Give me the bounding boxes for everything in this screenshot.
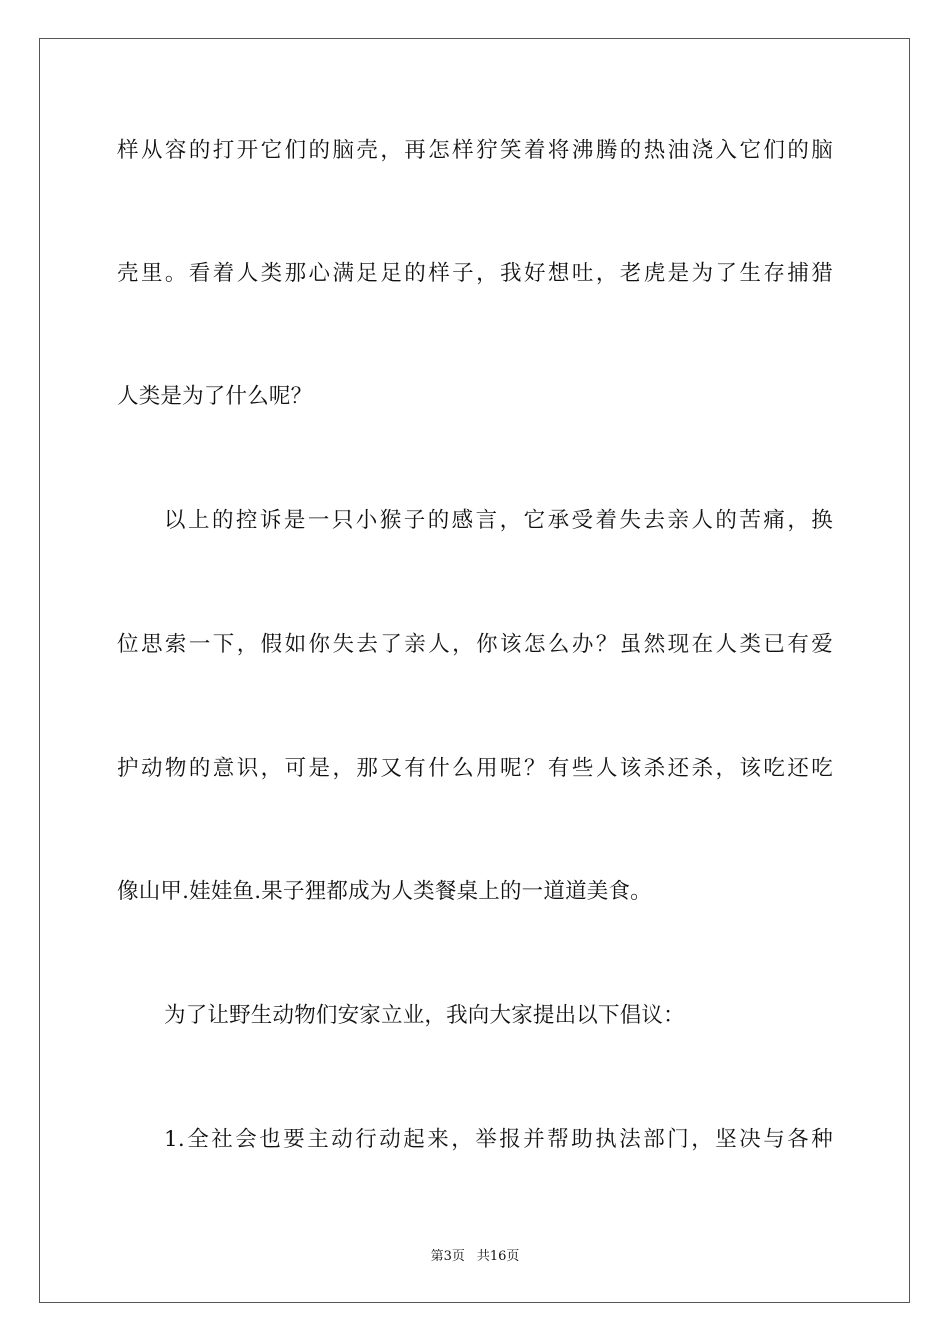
- proposal-item-1: 1.全社会也要主动行动起来，举报并帮助执法部门，坚决与各种: [164, 1127, 833, 1152]
- paragraph-proposal-intro: 为了让野生动物们安家立业，我向大家提出以下倡议：: [164, 1003, 685, 1028]
- body-text-line-5: 位思索一下，假如你失去了亲人，你该怎么办？虽然现在人类已有爱: [117, 632, 833, 657]
- page-total: 共16页: [476, 1249, 520, 1264]
- body-text-line-6: 护动物的意识，可是，那又有什么用呢？有些人该杀还杀，该吃还吃: [117, 756, 833, 781]
- page-footer: [0, 1248, 950, 1266]
- body-text-line-7: 像山甲.娃娃鱼.果子狸都成为人类餐桌上的一道道美食。: [117, 879, 652, 904]
- page-number: 第3页: [430, 1249, 465, 1264]
- body-text-line-2: 壳里。看着人类那心满足足的样子，我好想吐，老虎是为了生存捕猎: [117, 261, 833, 286]
- body-text-line-1: 样从容的打开它们的脑壳，再怎样狞笑着将沸腾的热油浇入它们的脑: [117, 138, 833, 163]
- page-border: [39, 38, 910, 1303]
- body-text-line-3: 人类是为了什么呢？: [117, 384, 313, 409]
- paragraph-start-complaint: 以上的控诉是一只小猴子的感言，它承受着失去亲人的苦痛，换: [164, 508, 833, 533]
